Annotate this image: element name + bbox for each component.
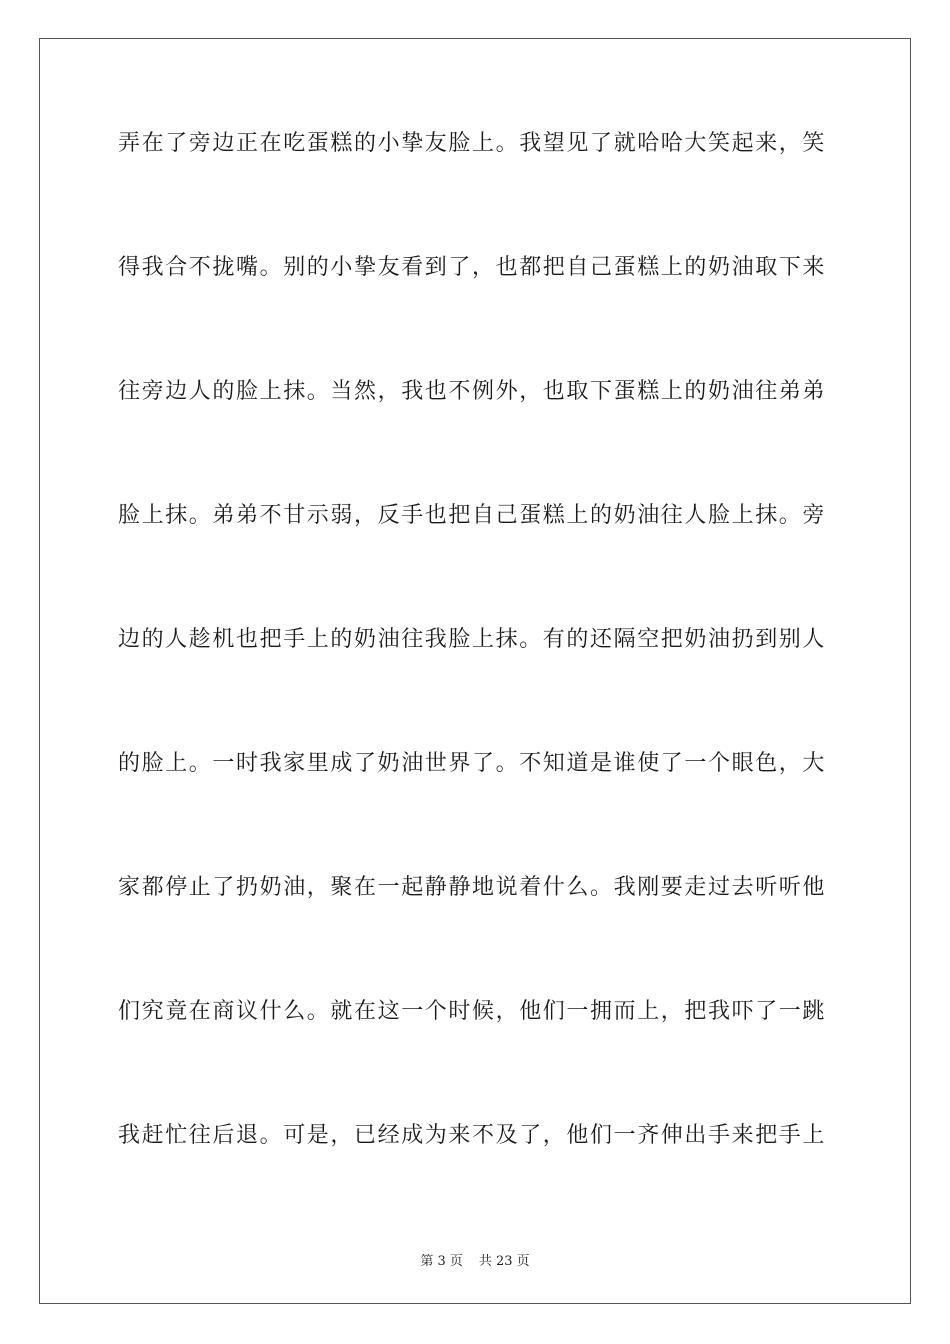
text-line: 弄在了旁边正在吃蛋糕的小挚友脸上。我望见了就哈哈大笑起来，笑 <box>118 131 827 156</box>
text-line: 往旁边人的脸上抹。当然，我也不例外，也取下蛋糕上的奶油往弟弟 <box>118 379 827 404</box>
body-text <box>118 124 838 1240</box>
text-line: 得我合不拢嘴。别的小挚友看到了，也都把自己蛋糕上的奶油取下来 <box>118 255 827 280</box>
page-footer <box>0 1250 950 1269</box>
text-line: 我赶忙往后退。可是，已经成为来不及了，他们一齐伸出手来把手上 <box>118 1123 827 1148</box>
page-number: 第 3 页 <box>420 1254 463 1269</box>
text-line: 脸上抹。弟弟不甘示弱，反手也把自己蛋糕上的奶油往人脸上抹。旁 <box>118 503 827 528</box>
text-line: 边的人趁机也把手上的奶油往我脸上抹。有的还隔空把奶油扔到别人 <box>118 627 827 652</box>
page-total: 共 23 页 <box>478 1254 530 1269</box>
text-line: 的脸上。一时我家里成了奶油世界了。不知道是谁使了一个眼色，大 <box>118 751 827 776</box>
text-line: 家都停止了扔奶油，聚在一起静静地说着什么。我刚要走过去听听他 <box>118 875 827 900</box>
text-line: 们究竟在商议什么。就在这一个时候，他们一拥而上，把我吓了一跳 <box>118 999 827 1024</box>
